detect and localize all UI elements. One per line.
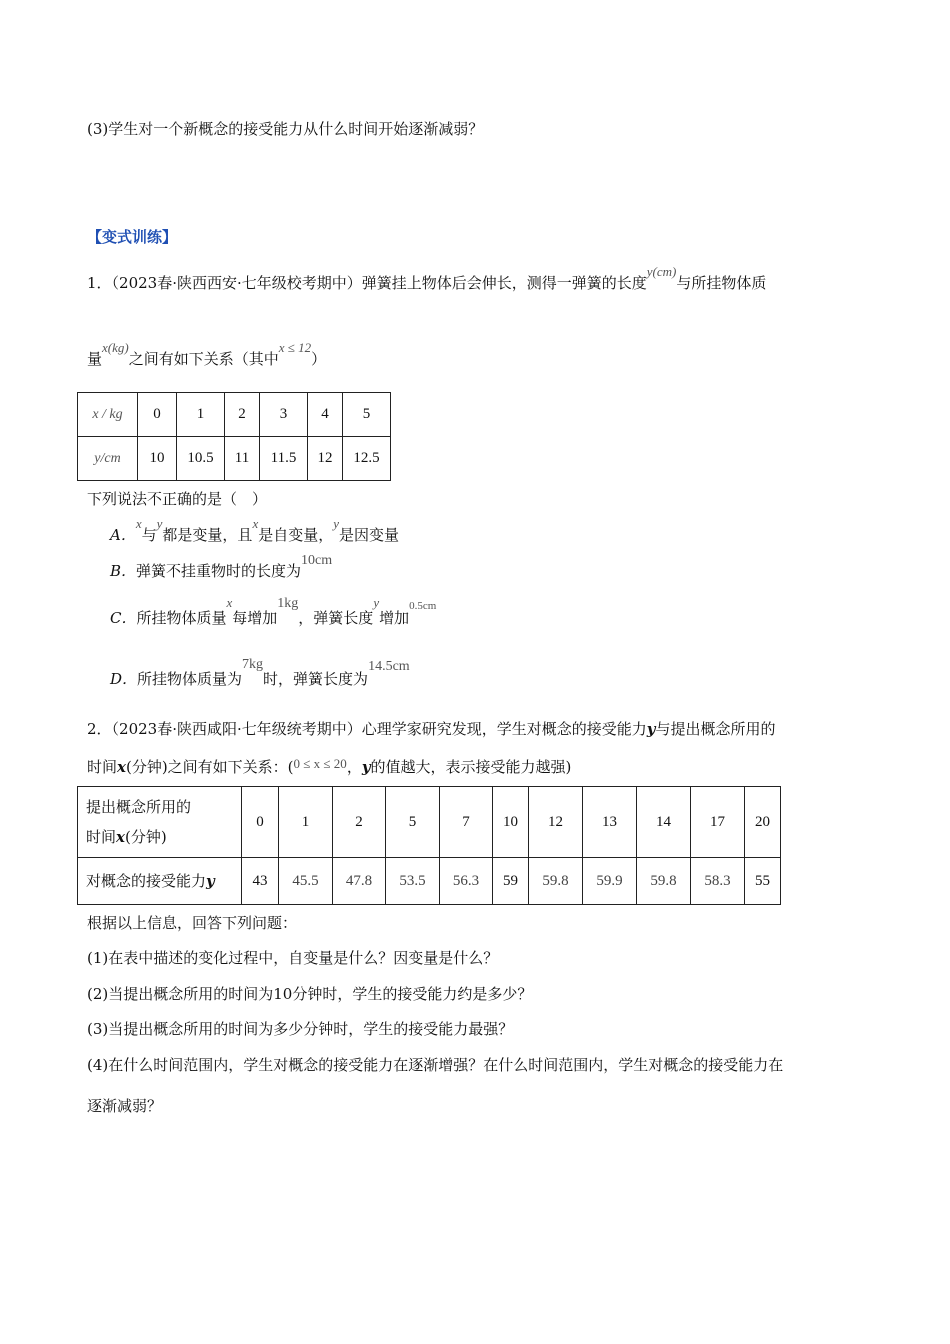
option-a-text-4: 是因变量 xyxy=(339,526,400,544)
option-a-text-3: 是自变量， xyxy=(258,526,334,544)
option-b-value: 10cm xyxy=(301,553,333,568)
table-row xyxy=(78,437,391,481)
problem-2-intro: 根据以上信息，回答下列问题： xyxy=(87,914,298,932)
table-cell: 13 xyxy=(583,787,637,858)
table-cell: 7 xyxy=(440,787,493,858)
problem-2-text-f: 的值越大，表示接受能力越强) xyxy=(370,758,572,776)
option-d-text-2: 时，弹簧长度为 xyxy=(263,670,369,688)
table-cell: 10 xyxy=(493,787,529,858)
prev-question-3: (3)学生对一个新概念的接受能力从什么时间开始逐渐减弱？ xyxy=(87,120,484,138)
option-a-text-2: 都是变量，且 xyxy=(162,526,253,544)
table-cell: 10.5 xyxy=(177,437,225,481)
table-row xyxy=(78,858,781,905)
label-text: 时间 xyxy=(86,828,117,846)
problem-2-number: 2． xyxy=(87,720,112,738)
option-c-y: y xyxy=(373,595,380,610)
option-c xyxy=(110,595,437,628)
problem-2-y2: y xyxy=(361,758,371,776)
option-a xyxy=(110,516,400,545)
table-cell: 2 xyxy=(225,393,260,437)
option-c-value-2: 0.5cm xyxy=(409,600,437,612)
table-row xyxy=(78,393,391,437)
table-cell: 11.5 xyxy=(260,437,308,481)
problem-2-y: y xyxy=(646,720,656,738)
table-cell: 58.3 xyxy=(691,858,745,905)
table-cell: 10 xyxy=(138,437,177,481)
table-cell: 12.5 xyxy=(343,437,391,481)
table-cell: 14 xyxy=(637,787,691,858)
problem-1-text-d: 之间有如下关系（其中 xyxy=(128,350,279,368)
table-cell: 12 xyxy=(308,437,343,481)
problem-1-text-e: ） xyxy=(311,350,327,368)
table-cell: 3 xyxy=(260,393,308,437)
option-c-text-3: ，弹簧长度 xyxy=(298,609,374,627)
problem-2-text-d: (分钟)之间有如下关系：( xyxy=(125,758,294,776)
problem-2-line-1 xyxy=(87,718,776,739)
problem-2-x: x xyxy=(117,758,126,776)
problem-1-text-c: 量 xyxy=(87,350,103,368)
option-a-letter: A． xyxy=(110,526,136,544)
table-cell: 59.9 xyxy=(583,858,637,905)
problem-2-text-a: 心理学家研究发现，学生对概念的接受能力 xyxy=(361,720,647,738)
option-c-text-4: 增加 xyxy=(379,609,410,627)
table-cell: 1 xyxy=(279,787,333,858)
table-cell: 59 xyxy=(493,858,529,905)
problem-2-text-b: 与提出概念所用的 xyxy=(655,720,776,738)
problem-1-source: （2023春·陕西西安·七年级校考期中） xyxy=(111,274,362,292)
table-cell: 55 xyxy=(745,858,781,905)
problem-1-x-variable: x(kg) xyxy=(102,340,129,355)
option-a-x: x xyxy=(135,516,142,531)
table-cell: 47.8 xyxy=(333,858,386,905)
option-d xyxy=(110,657,410,689)
option-d-value-1: 7kg xyxy=(242,657,264,672)
option-d-value-2: 14.5cm xyxy=(368,659,410,674)
option-b xyxy=(110,553,333,581)
table-cell: 11 xyxy=(225,437,260,481)
table-cell: 59.8 xyxy=(637,858,691,905)
problem-2-question-2: (2)当提出概念所用的时间为10分钟时，学生的接受能力约是多少？ xyxy=(87,985,533,1003)
problem-2-question-4-line-2: 逐渐减弱？ xyxy=(87,1097,163,1115)
problem-1-line-1 xyxy=(87,264,767,293)
option-a-text-1: 与 xyxy=(141,526,157,544)
problem-2-question-4-line-1: (4)在什么时间范围内，学生对概念的接受能力在逐渐增强？在什么时间范围内，学生对概念的接受能力在 xyxy=(87,1056,784,1074)
option-c-x: x xyxy=(226,595,233,610)
problem-2-question-3: (3)当提出概念所用的时间为多少分钟时，学生的接受能力最强？ xyxy=(87,1020,514,1038)
table-row-label-line-2 xyxy=(86,822,241,852)
table-row-label xyxy=(78,787,242,858)
option-c-text-2: 每增加 xyxy=(232,609,278,627)
table-cell: 45.5 xyxy=(279,858,333,905)
option-d-text-1: 所挂物体质量为 xyxy=(137,670,243,688)
problem-1-condition: x ≤ 12 xyxy=(278,340,312,355)
label-unit: (分钟) xyxy=(124,828,167,846)
table-cell: 5 xyxy=(343,393,391,437)
section-heading: 【变式训练】 xyxy=(87,228,178,246)
table-cell: 4 xyxy=(308,393,343,437)
option-a-x2: x xyxy=(252,516,259,531)
option-c-text-1: 所挂物体质量 xyxy=(136,609,227,627)
problem-2-text-c: 时间 xyxy=(87,758,118,776)
option-a-y2: y xyxy=(333,516,340,531)
option-c-value-1: 1kg xyxy=(277,596,299,611)
label-x: x xyxy=(116,828,125,846)
table-cell: 53.5 xyxy=(386,858,440,905)
table-row-label xyxy=(78,858,242,905)
problem-2-text-e: ， xyxy=(346,758,362,776)
table-row xyxy=(78,787,781,858)
table-row-label-line-1: 提出概念所用的 xyxy=(86,798,192,816)
problem-2-source: （2023春·陕西咸阳·七年级统考期中） xyxy=(111,720,362,738)
option-b-letter: B． xyxy=(110,562,137,580)
problem-1-line-2 xyxy=(87,340,327,369)
table-cell: 5 xyxy=(386,787,440,858)
problem-1-text-a: 弹簧挂上物体后会伸长，测得一弹簧的长度 xyxy=(361,274,647,292)
table-row-label: x / kg xyxy=(78,393,138,437)
problem-1-text-b: 与所挂物体质 xyxy=(676,274,767,292)
label-y: y xyxy=(206,872,215,890)
option-b-text-1: 弹簧不挂重物时的长度为 xyxy=(136,562,302,580)
problem-2-table xyxy=(77,786,781,905)
label-text: 对概念的接受能力 xyxy=(86,872,207,890)
table-cell: 56.3 xyxy=(440,858,493,905)
table-cell: 20 xyxy=(745,787,781,858)
table-cell: 12 xyxy=(529,787,583,858)
table-row-label: y/cm xyxy=(78,437,138,481)
table-cell: 17 xyxy=(691,787,745,858)
table-cell: 0 xyxy=(242,787,279,858)
problem-1-question: 下列说法不正确的是（ ） xyxy=(87,490,268,508)
option-a-y: y xyxy=(156,516,163,531)
table-cell: 2 xyxy=(333,787,386,858)
problem-2-condition: 0 ≤ x ≤ 20 xyxy=(293,756,347,771)
problem-1-number: 1． xyxy=(87,274,112,292)
table-cell: 59.8 xyxy=(529,858,583,905)
problem-2-line-2 xyxy=(87,756,571,777)
problem-1-y-variable: y(cm) xyxy=(646,264,677,279)
option-c-letter: C． xyxy=(110,609,137,627)
table-cell: 0 xyxy=(138,393,177,437)
problem-2-question-1: (1)在表中描述的变化过程中，自变量是什么？因变量是什么？ xyxy=(87,949,499,967)
table-cell: 43 xyxy=(242,858,279,905)
table-cell: 1 xyxy=(177,393,225,437)
problem-1-table xyxy=(77,392,391,481)
option-d-letter: D． xyxy=(110,670,138,688)
